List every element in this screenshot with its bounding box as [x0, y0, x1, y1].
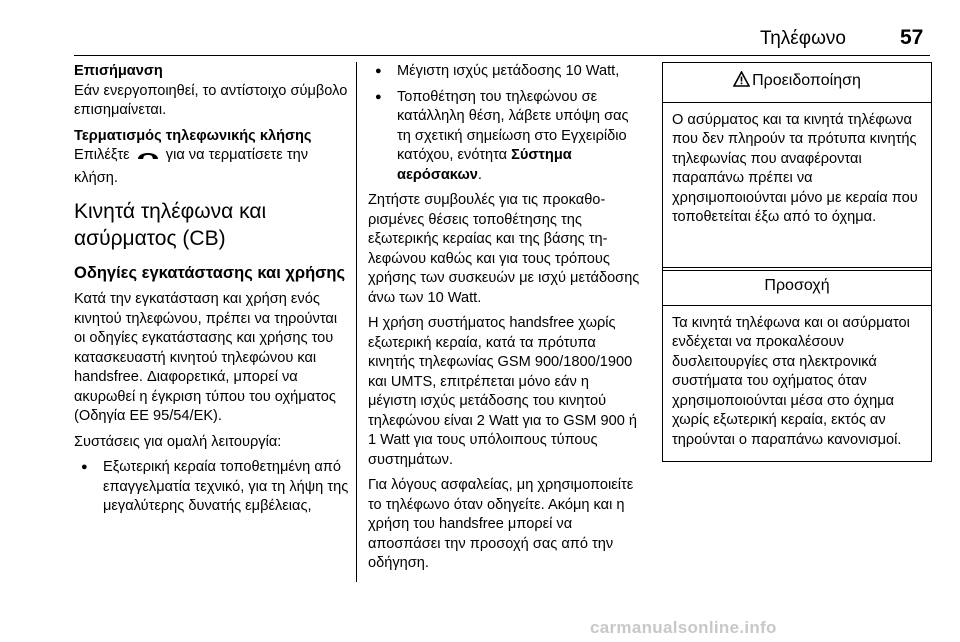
- warning-title: Προειδοποίηση: [752, 72, 861, 89]
- middle-column: [368, 62, 640, 574]
- list-item: [368, 88, 640, 186]
- list-item-end: .: [477, 166, 482, 183]
- caution-title: Προσοχή: [663, 268, 931, 306]
- end-call-text: [74, 146, 349, 188]
- page-number: 57: [900, 26, 924, 49]
- header-rule: [74, 55, 930, 56]
- section-heading: Κινητά τηλέφωνα και ασύρματος (CB): [74, 200, 267, 250]
- paragraph: Για λόγους ασφαλείας, μη χρησιμοποιείτε το τηλέφωνο όταν οδηγείτε. Ακόμη και η χρήση του handsfree μπορεί να αποσπάσει την προσοχή σας από την οδήγηση.: [368, 477, 634, 571]
- page-title: Τηλέφωνο: [760, 28, 846, 49]
- watermark: carmanualsonline.info: [590, 618, 777, 637]
- hang-up-icon: [137, 148, 159, 169]
- column-divider: [356, 62, 357, 582]
- warning-triangle-icon: [733, 71, 750, 93]
- notice-title: Επισήμανση: [74, 63, 163, 79]
- paragraph: Ζητήστε συμβουλές για τις προκαθορισμένες θέσεις τοποθέτησης της εξωτερικής κεραίας και της βάσης τηλεφώνου καθώς και για τους τρόπους χρήσης των συσκευών με ισχύ μετάδοσης άνω των 10 Watt.: [368, 192, 640, 306]
- paragraph: Η χρήση συστήματος handsfree χωρίς εξωτερική κεραία, κατά τα πρότυπα κινητής τηλεφωνίας GSM 900/1800/1900 και UMTS, επιτρέπεται μόνο εάν η μέγιστη ισχύς μετάδοσης του κινητού τηλεφώνου είναι 2 Watt για το GSM 900 ή 1 Watt για τους υπόλοιπους τύπους συστημάτων.: [368, 315, 638, 468]
- caution-text: Τα κινητά τηλέφωνα και οι ασύρματοι ενδέχεται να προκαλέσουν δυσλειτουργίες στα ηλεκτρονικά συστήματα του οχήματος όταν χρησιμοποιούνται μέσα στο όχημα χωρίς εξωτερική κεραία, εκτός αν τηρούνται ο παραπάνω κανονισμοί.: [672, 314, 910, 448]
- warning-text: Ο ασύρματος και τα κινητά τηλέφωνα που δεν πληρούν τα πρότυπα κινητής τηλεφωνίας που αναφέρονται παραπάνω πρέπει να χρησιμοποιούνται μόνο με κεραία που τοποθετείται έξω από το όχημα.: [672, 111, 918, 225]
- end-call-title: Τερματισμός τηλεφωνικής κλήσης: [74, 127, 312, 144]
- notice-text: Εάν ενεργοποιηθεί, το αντίστοιχο σύμβολο επισημαίνεται.: [74, 82, 348, 118]
- end-call-text-before: Επιλέξτε: [74, 147, 130, 163]
- warning-header: [663, 63, 931, 103]
- warning-box: [662, 62, 932, 271]
- caution-box: [662, 267, 932, 462]
- subheading: Οδηγίες εγκατάστασης και χρήσης: [74, 264, 346, 282]
- list-item: ● Εξωτερική κεραία τοποθετημένη από επαγγελματία τεχνικό, για τη λήψη της μεγαλύτερης δυνατής εμβέλειας,: [74, 458, 349, 517]
- paragraph: Κατά την εγκατάσταση και χρήση ενός κινητού τηλεφώνου, πρέπει να τηρούνται οι οδηγίες εγκατάστασης και χρήσης του κατασκευαστή κινητού τηλεφώνου και handsfree. Διαφορετικά, μπορεί να ακυρωθεί η έγκριση τύπου του οχήματος (Οδηγία ΕΕ 95/54/ΕΚ).: [74, 291, 338, 424]
- list-item: ● Μέγιστη ισχύς μετάδοσης 10 Watt,: [368, 62, 640, 82]
- list-item-text: Τοποθέτηση του τηλεφώνου σε κατάλληλη θέση, λάβετε υπόψη σας τη σχετική σημείωση στο Εγχειρίδιο κατόχου, ενότητα: [397, 88, 629, 163]
- left-column: [74, 62, 349, 517]
- cross-reference: Σύστημα αερόσακων: [397, 147, 572, 183]
- paragraph: Συστάσεις για ομαλή λειτουργία:: [74, 433, 282, 450]
- end-call-text-after: για να τερματίσετε την κλήση.: [74, 147, 309, 186]
